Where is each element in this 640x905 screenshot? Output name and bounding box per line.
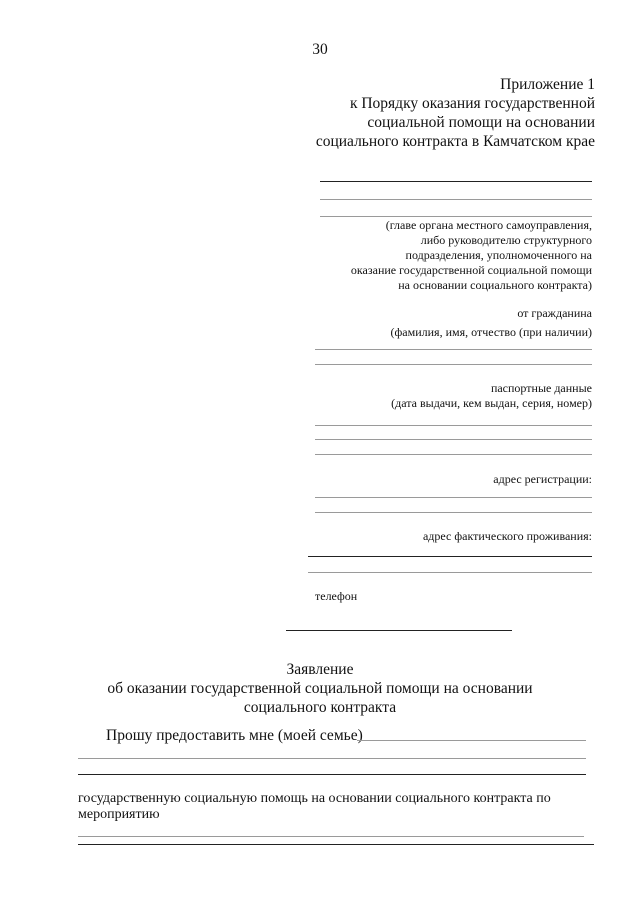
request-line <box>78 758 586 759</box>
page-number: 30 <box>312 41 328 58</box>
appendix-line: социальной помощи на основании <box>367 114 595 131</box>
appendix-line: социального контракта в Камчатском крае <box>315 133 595 150</box>
signature-line <box>286 630 512 631</box>
recipient-caption-line: либо руководителю структурного <box>420 233 592 247</box>
statement-title: Заявление <box>286 661 354 678</box>
recipient-line <box>320 199 592 200</box>
actual-address-label: адрес фактического проживания: <box>422 529 592 543</box>
applicant-line <box>315 349 592 350</box>
passport-label: паспортные данные <box>490 381 592 395</box>
applicant-from-label: от гражданина <box>517 306 592 320</box>
registration-line <box>315 497 592 498</box>
statement-heading <box>60 660 580 717</box>
appendix-header <box>270 75 595 151</box>
statement-subtitle: социального контракта <box>243 699 397 716</box>
request-lead: Прошу предоставить мне (моей семье) <box>106 727 363 744</box>
appendix-line: к Порядку оказания государственной <box>349 95 595 112</box>
request-body-line1: государственную социальную помощь на основании социального контракта по <box>78 791 551 806</box>
statement-subtitle: об оказании государственной социальной помощи на основании <box>107 680 533 697</box>
appendix-line: Приложение 1 <box>500 76 595 93</box>
recipient-caption-line: (главе органа местного самоуправления, <box>385 218 592 232</box>
recipient-caption-line: оказание государственной социальной помощи <box>350 263 592 277</box>
applicant-line <box>315 364 592 365</box>
passport-caption <box>300 381 592 411</box>
applicant-fio-hint: (фамилия, имя, отчество (при наличии) <box>390 325 592 339</box>
actual-address-line <box>308 556 592 557</box>
passport-line <box>315 425 592 426</box>
recipient-caption-line: на основании социального контракта) <box>398 278 592 292</box>
measure-line <box>78 836 584 837</box>
recipient-line <box>320 216 592 217</box>
applicant-caption <box>300 306 592 340</box>
registration-address-label: адрес регистрации: <box>493 472 592 486</box>
phone-label: телефон <box>315 589 358 603</box>
passport-line <box>315 454 592 455</box>
registration-line <box>315 512 592 513</box>
actual-address-line <box>308 572 592 573</box>
request-body-line2: мероприятию <box>78 807 160 822</box>
measure-line <box>78 844 594 845</box>
request-line <box>78 774 586 775</box>
recipient-caption <box>300 218 592 293</box>
passport-line <box>315 439 592 440</box>
recipient-caption-line: подразделения, уполномоченного на <box>405 248 592 262</box>
recipient-line <box>320 181 592 182</box>
passport-hint: (дата выдачи, кем выдан, серия, номер) <box>391 396 592 410</box>
request-line <box>357 740 586 741</box>
